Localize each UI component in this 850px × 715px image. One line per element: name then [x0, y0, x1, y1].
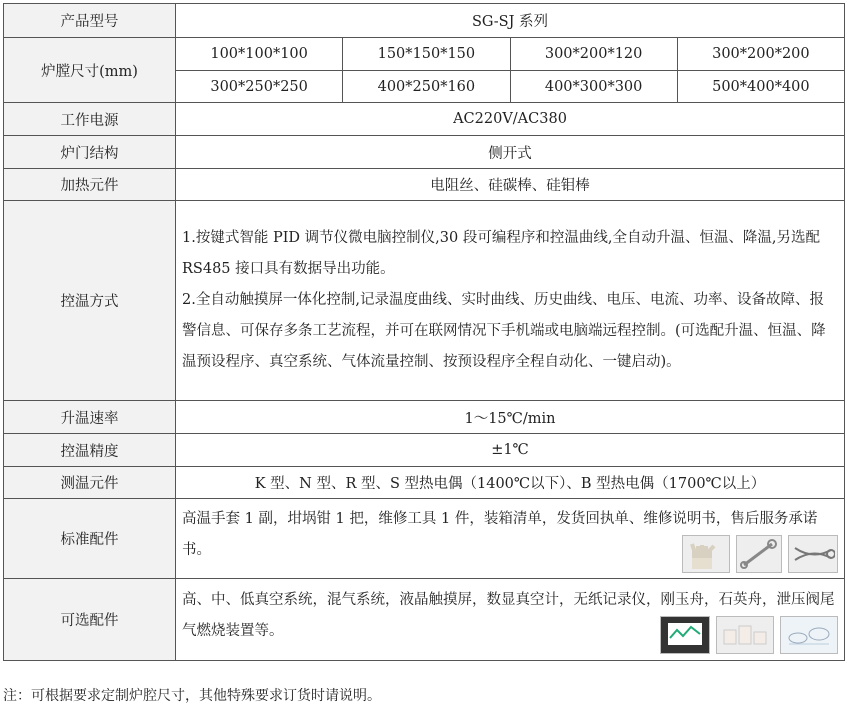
size-cell: 300*200*200: [677, 38, 844, 71]
footnote: 注：可根据要求定制炉腔尺寸，其他特殊要求订货时请说明。: [3, 688, 381, 704]
optional-accessories-text: 高、中、低真空系统，混气系统，液晶触摸屏，数显真空计，无纸记录仪，刚玉舟，石英舟，泄压阀尾气燃烧装置等。: [182, 592, 835, 639]
standard-accessories: [176, 499, 845, 579]
table-row: [4, 401, 845, 434]
control-description: [176, 201, 845, 401]
size-cell: 500*400*400: [677, 71, 844, 103]
accessory-photos: [682, 535, 838, 573]
table-row: [4, 38, 845, 71]
size-cell: 400*300*300: [510, 71, 677, 103]
row-label: 工作电源: [4, 103, 176, 136]
size-cell: 150*150*150: [343, 38, 510, 71]
table-row: [4, 467, 845, 499]
table-row: [4, 499, 845, 579]
row-label: 标准配件: [4, 499, 176, 579]
crucible-tongs-image: [788, 535, 838, 573]
heating-value: 电阻丝、硅碳棒、硅钼棒: [176, 169, 845, 201]
power-value: AC220V/AC380: [176, 103, 845, 136]
row-label: 控温精度: [4, 434, 176, 467]
sensor-value: K 型、N 型、R 型、S 型热电偶（1400℃以下）、B 型热电偶（1700℃以上）: [176, 467, 845, 499]
size-cell: 100*100*100: [176, 38, 343, 71]
gloves-image: [682, 535, 730, 573]
size-cell: 400*250*160: [343, 71, 510, 103]
precision-value: ±1℃: [176, 434, 845, 467]
row-label: 测温元件: [4, 467, 176, 499]
wrench-image: [736, 535, 782, 573]
size-cell: 300*250*250: [176, 71, 343, 103]
rate-value: 1～15℃/min: [176, 401, 845, 434]
table-row: [4, 579, 845, 661]
row-label: 升温速率: [4, 401, 176, 434]
control-paragraph-1: 1.按键式智能 PID 调节仪微电脑控制仪,30 段可编程序和控温曲线,全自动升温、恒温、降温,另选配 RS485 接口具有数据导出功能。: [182, 230, 821, 277]
row-label: 炉门结构: [4, 136, 176, 169]
optional-photos: [660, 616, 838, 654]
row-label: 加热元件: [4, 169, 176, 201]
table-row: [4, 4, 845, 38]
standard-accessories-text: 高温手套 1 副，坩埚钳 1 把，维修工具 1 件，装箱清单，发货回执单、维修说明书，售后服务承诺书。: [182, 511, 818, 558]
table-row: [4, 434, 845, 467]
control-paragraph-2: 2.全自动触摸屏一体化控制,记录温度曲线、实时曲线、历史曲线、电压、电流、功率、设备故障、报警信息、可保存多条工艺流程，并可在联网情况下手机端或电脑端远程控制。(可选配升温、恒温、降温预设程序、真空系统、气体流量控制、按预设程序全程自动化、一键启动)。: [182, 292, 826, 370]
quartz-boats-image: [780, 616, 838, 654]
optional-accessories: [176, 579, 845, 661]
row-label: 控温方式: [4, 201, 176, 401]
model-value: SG-SJ 系列: [176, 4, 845, 38]
table-row: [4, 169, 845, 201]
recorder-image: [660, 616, 710, 654]
row-label: 炉膛尺寸(mm): [4, 38, 176, 103]
size-cell: 300*200*120: [510, 38, 677, 71]
table-row: [4, 201, 845, 401]
crucibles-image: [716, 616, 774, 654]
table-row: [4, 136, 845, 169]
row-label: 产品型号: [4, 4, 176, 38]
row-label: 可选配件: [4, 579, 176, 661]
table-row: [4, 103, 845, 136]
door-value: 侧开式: [176, 136, 845, 169]
spec-table: [3, 3, 845, 661]
